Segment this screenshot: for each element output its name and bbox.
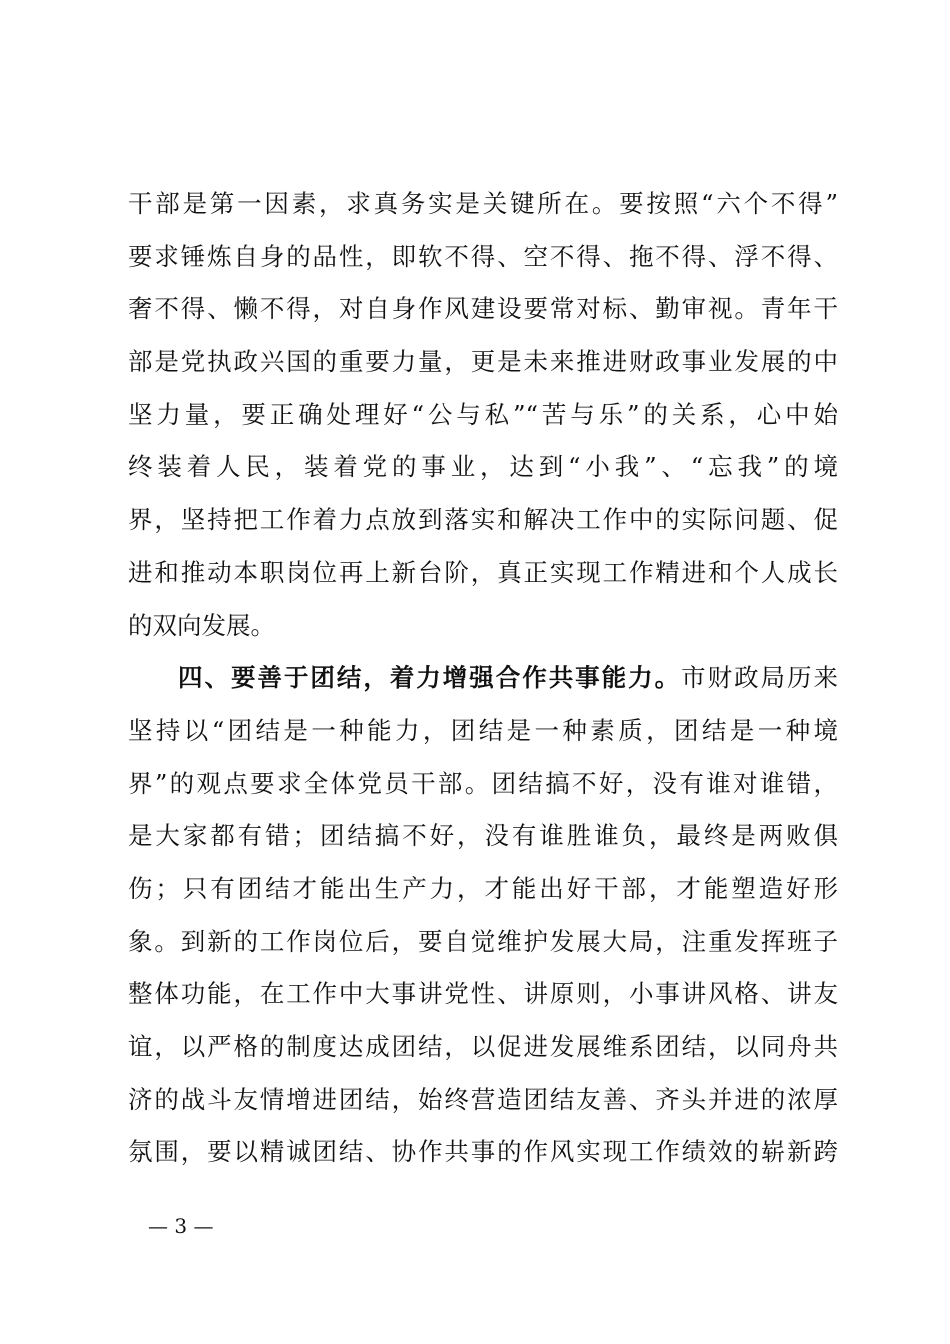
text-line: 干部是第一因素，求真务实是关键所在。要按照“六个不得” — [128, 189, 838, 218]
paragraph-heading-line — [128, 652, 838, 705]
text-line: 终装着人民，装着党的事业，达到“小我”、“忘我”的境 — [128, 452, 838, 482]
body-text — [128, 178, 838, 1179]
text-line: 整体功能，在工作中大事讲党性、讲原则，小事讲风格、讲友 — [128, 979, 838, 1009]
text-line: 界，坚持把工作着力点放到落实和解决工作中的实际问题、促 — [128, 505, 838, 535]
page-number: — 3 — — [148, 1214, 214, 1238]
text-line: 伤；只有团结才能出生产力，才能出好干部，才能塑造好形 — [128, 873, 838, 903]
section-heading: 四、要善于团结，着力增强合作共事能力。 — [178, 663, 682, 693]
paragraph-1 — [128, 178, 838, 652]
text-line: 坚持以“团结是一种能力，团结是一种素质，团结是一种境 — [128, 715, 838, 745]
text-line: 是大家都有错；团结搞不好，没有谁胜谁负，最终是两败俱 — [128, 821, 838, 851]
text-line: 象。到新的工作岗位后，要自觉维护发展大局，注重发挥班子 — [128, 926, 838, 956]
paragraph-2 — [128, 652, 838, 1179]
text-line: 界”的观点要求全体党员干部。团结搞不好，没有谁对谁错， — [128, 768, 838, 798]
text-line-rest: 市财政局历来 — [681, 663, 839, 693]
text-line: 的双向发展。 — [128, 610, 275, 640]
text-line: 进和推动本职岗位再上新台阶，真正实现工作精进和个人成长 — [128, 557, 838, 587]
text-line: 要求锤炼自身的品性，即软不得、空不得、拖不得、浮不得、 — [128, 241, 838, 271]
text-line: 奢不得、懒不得，对自身作风建设要常对标、勤审视。青年干 — [128, 294, 838, 324]
text-line: 坚力量，要正确处理好“公与私”“苦与乐”的关系，心中始 — [128, 399, 838, 429]
text-line: 部是党执政兴国的重要力量，更是未来推进财政事业发展的中 — [128, 347, 838, 377]
text-line: 济的战斗友情增进团结，始终营造团结友善、齐头并进的浓厚 — [128, 1084, 838, 1114]
text-line: 氛围，要以精诚团结、协作共事的作风实现工作绩效的崭新跨 — [128, 1137, 838, 1167]
text-line: 谊，以严格的制度达成团结，以促进发展维系团结，以同舟共 — [128, 1032, 838, 1061]
